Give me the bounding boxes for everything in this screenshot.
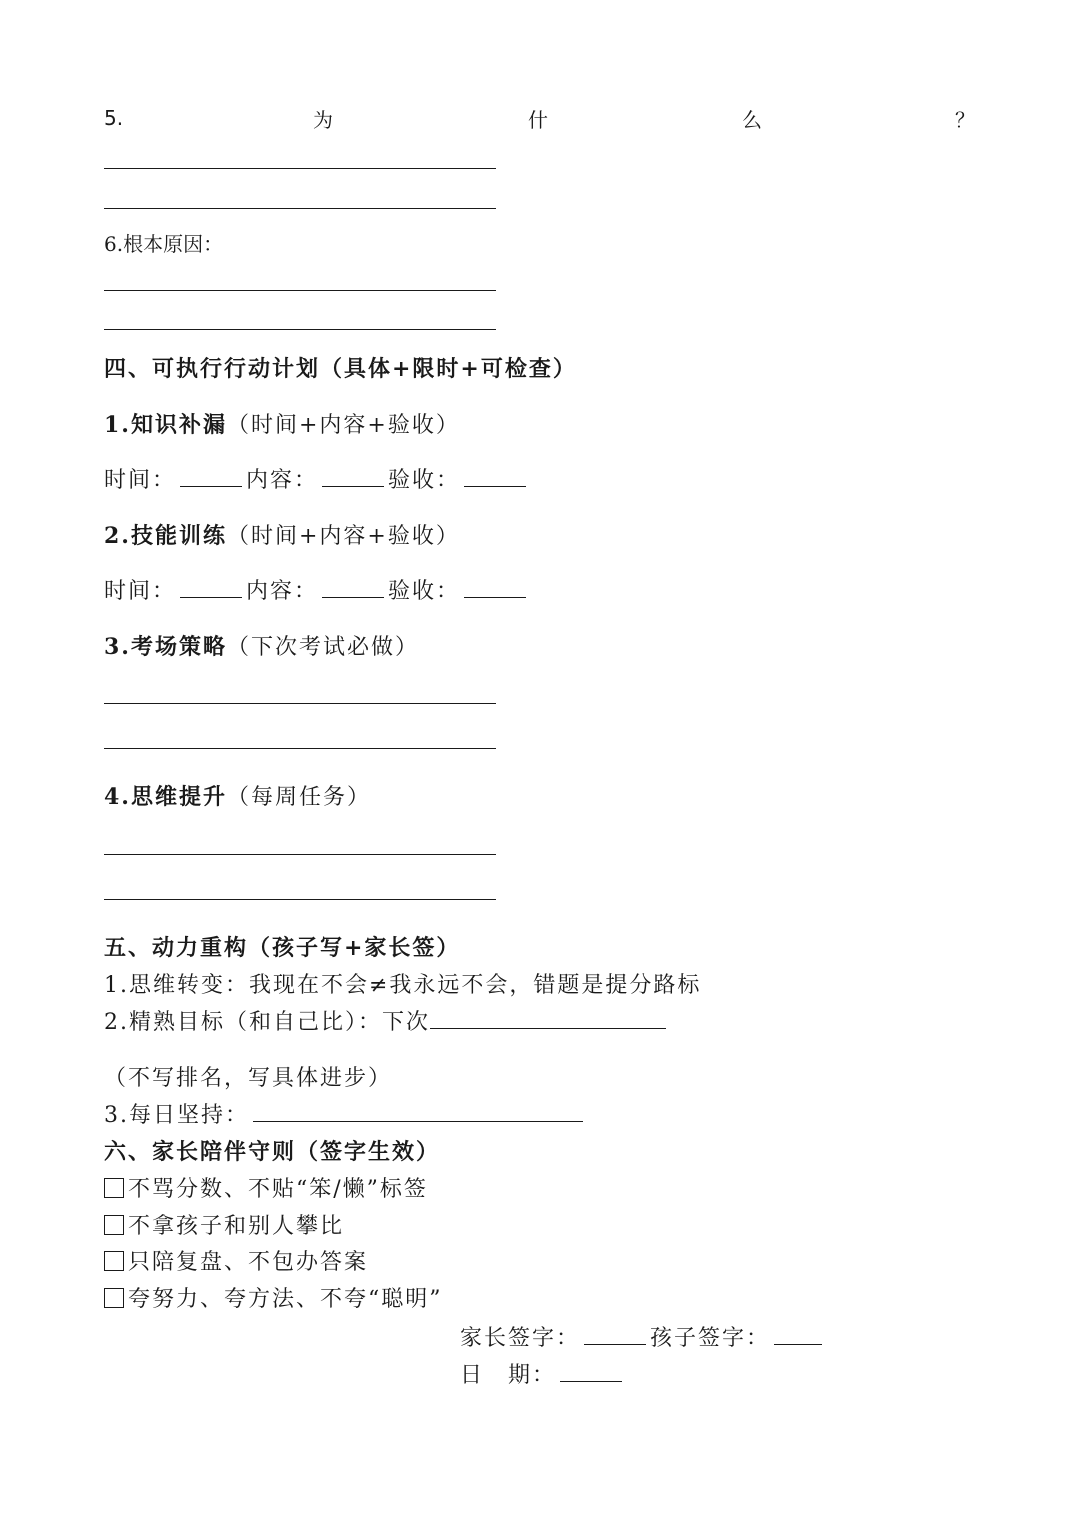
content-label: 内容： xyxy=(246,579,319,604)
question-5-char: 为 xyxy=(313,108,333,132)
answer-line[interactable] xyxy=(104,168,496,169)
answer-line[interactable] xyxy=(104,899,496,900)
item-3-note: （下次考试必做） xyxy=(226,635,419,660)
item-2-note: （时间+内容+验收） xyxy=(226,524,460,549)
answer-line[interactable] xyxy=(104,748,496,749)
check-blank[interactable] xyxy=(464,485,526,487)
check-label: 验收： xyxy=(388,579,461,604)
signature-row xyxy=(460,1321,826,1352)
rule-item-label: 夸努力、夸方法、不夸“聪明” xyxy=(128,1287,443,1312)
goal-label: 2.精熟目标（和自己比）：下次 xyxy=(104,1010,430,1035)
daily-blank[interactable] xyxy=(253,1120,583,1122)
content-blank[interactable] xyxy=(322,596,384,598)
rule-item-label: 不拿孩子和别人攀比 xyxy=(128,1214,345,1239)
section-5-line-1: 1.思维转变：我现在不会≠我永远不会，错题是提分路标 xyxy=(104,973,702,998)
item-2-title: 2.技能训练 xyxy=(104,523,227,549)
item-4-title: 4.思维提升 xyxy=(104,784,227,810)
section-6-title: 六、家长陪伴守则（签字生效） xyxy=(104,1139,441,1165)
parent-signature-blank[interactable] xyxy=(584,1343,646,1345)
child-signature-label: 孩子签字： xyxy=(650,1326,771,1351)
question-5-char: 什 xyxy=(528,108,548,132)
check-label: 验收： xyxy=(388,468,461,493)
answer-line[interactable] xyxy=(104,208,496,209)
item-3-heading xyxy=(104,630,419,661)
parent-signature-label: 家长签字： xyxy=(460,1326,581,1351)
content-blank[interactable] xyxy=(322,485,384,487)
checkbox[interactable] xyxy=(104,1215,124,1235)
rule-item[interactable] xyxy=(104,1245,368,1276)
content-label: 内容： xyxy=(246,468,319,493)
rule-item-label: 不骂分数、不贴“笨/懒”标签 xyxy=(128,1177,428,1202)
answer-line[interactable] xyxy=(104,329,496,330)
goal-blank[interactable] xyxy=(430,1027,666,1029)
child-signature-blank[interactable] xyxy=(774,1343,822,1345)
date-row xyxy=(460,1358,626,1389)
question-6-label: 6.根本原因： xyxy=(104,232,224,256)
checkbox[interactable] xyxy=(104,1178,124,1198)
date-label: 日 期： xyxy=(460,1363,557,1388)
checkbox[interactable] xyxy=(104,1251,124,1271)
check-blank[interactable] xyxy=(464,596,526,598)
section-5-title: 五、动力重构（孩子写+家长签） xyxy=(104,935,461,961)
time-label: 时间： xyxy=(104,579,177,604)
answer-line[interactable] xyxy=(104,854,496,855)
daily-label: 3.每日坚持： xyxy=(104,1103,249,1128)
rule-item[interactable] xyxy=(104,1209,344,1240)
item-4-heading xyxy=(104,780,371,811)
item-1-fields xyxy=(104,463,530,494)
item-1-heading xyxy=(104,408,460,439)
section-5-line-2-note: （不写排名，写具体进步） xyxy=(104,1066,393,1091)
item-1-note: （时间+内容+验收） xyxy=(226,413,460,438)
section-4-title: 四、可执行行动计划（具体+限时+可检查） xyxy=(104,356,577,382)
question-5-char: 么 xyxy=(742,108,762,132)
item-3-title: 3.考场策略 xyxy=(104,634,227,660)
question-5-char: ？ xyxy=(955,108,975,132)
rule-item[interactable] xyxy=(104,1172,428,1203)
section-5-line-2 xyxy=(104,1005,670,1036)
section-5-line-3 xyxy=(104,1098,587,1129)
answer-line[interactable] xyxy=(104,703,496,704)
rule-item-label: 只陪复盘、不包办答案 xyxy=(128,1250,369,1275)
item-4-note: （每周任务） xyxy=(226,785,371,810)
time-label: 时间： xyxy=(104,468,177,493)
item-2-fields xyxy=(104,574,530,605)
question-5-number: 5. xyxy=(104,106,124,130)
item-2-heading xyxy=(104,519,460,550)
answer-line[interactable] xyxy=(104,290,496,291)
time-blank[interactable] xyxy=(180,485,242,487)
time-blank[interactable] xyxy=(180,596,242,598)
item-1-title: 1.知识补漏 xyxy=(104,412,227,438)
date-blank[interactable] xyxy=(560,1380,622,1382)
rule-item[interactable] xyxy=(104,1282,443,1313)
checkbox[interactable] xyxy=(104,1288,124,1308)
